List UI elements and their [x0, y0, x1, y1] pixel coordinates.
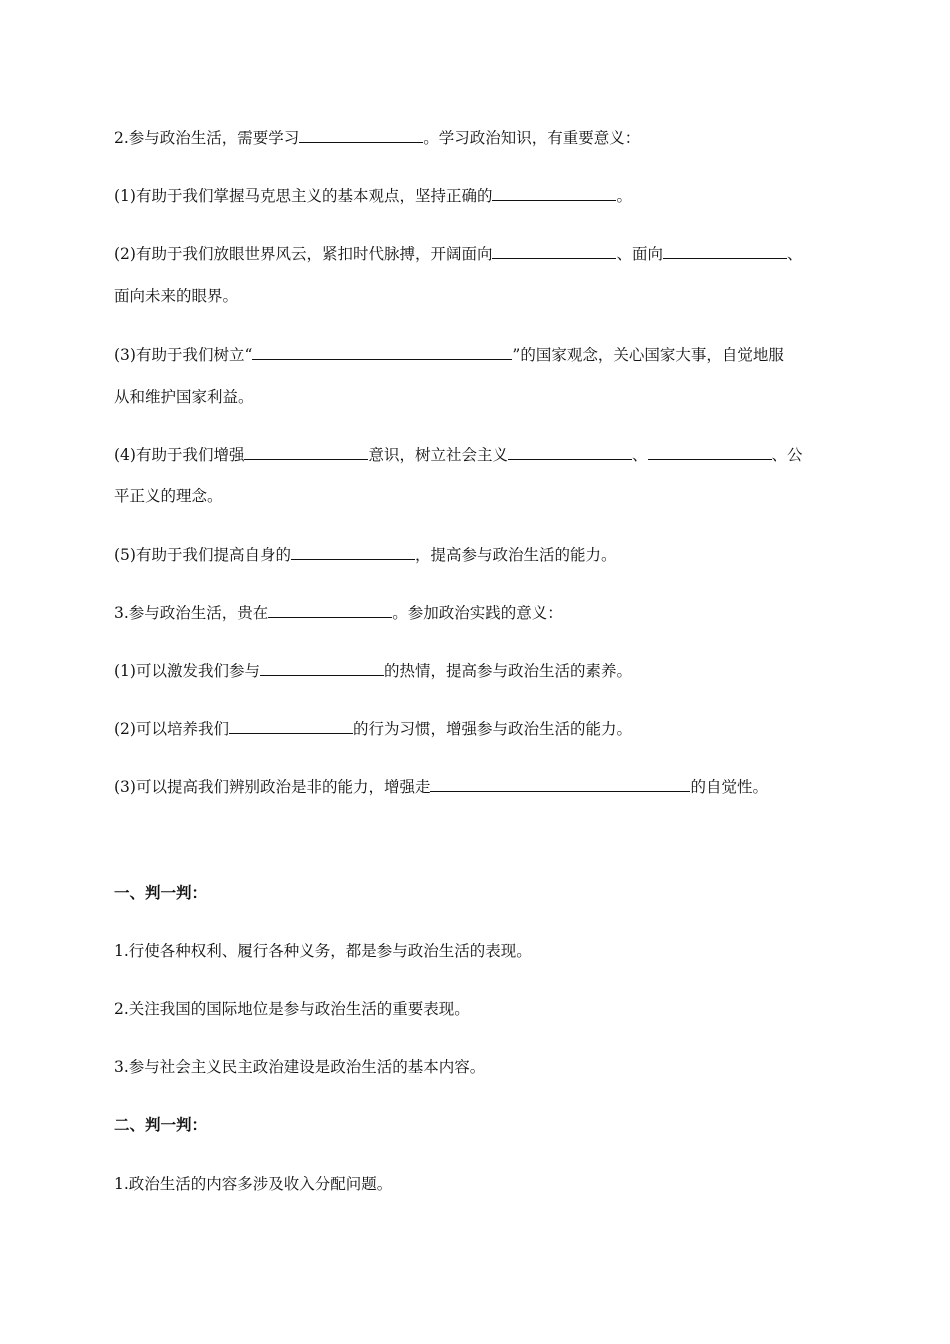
fill-blank[interactable]	[229, 719, 353, 734]
question-2-3	[114, 345, 784, 365]
question-3-3	[114, 777, 768, 797]
text: 意识，树立社会主义	[368, 446, 508, 464]
fill-blank[interactable]	[648, 445, 772, 460]
question-3-1	[114, 661, 632, 681]
text: 平正义的理念。	[114, 487, 223, 505]
text: 从和维护国家利益。	[114, 388, 254, 406]
question-2-5	[114, 545, 616, 565]
text: 。学习政治知识，有重要意义：	[423, 129, 641, 147]
text: 的热情，提高参与政治生活的素养。	[383, 662, 632, 680]
text: 、	[631, 446, 648, 464]
judge-item: 1.政治生活的内容多涉及收入分配问题。	[114, 1175, 393, 1193]
text: 、公	[771, 446, 803, 464]
text: 面向未来的眼界。	[114, 287, 239, 305]
text: 。参加政治实践的意义：	[392, 604, 563, 622]
text: ，提高参与政治生活的能力。	[414, 546, 617, 564]
text: 2.参与政治生活，需要学习	[114, 129, 300, 147]
text: (2)有助于我们放眼世界风云，紧扣时代脉搏，开阔面向	[114, 245, 493, 263]
fill-blank[interactable]	[268, 603, 392, 618]
fill-blank[interactable]	[252, 345, 512, 360]
judge-item: 3.参与社会主义民主政治建设是政治生活的基本内容。	[114, 1058, 486, 1076]
judge-item: 1.行使各种权利、履行各种义务，都是参与政治生活的表现。	[114, 942, 532, 960]
text: (3)有助于我们树立“	[114, 346, 253, 364]
text: 、	[786, 245, 803, 263]
question-2-4	[114, 445, 803, 465]
fill-blank[interactable]	[244, 445, 368, 460]
text: 3.参与政治生活，贵在	[114, 604, 269, 622]
section-heading-2: 二、判一判：	[114, 1115, 208, 1134]
question-2-2-cont	[114, 286, 238, 306]
question-2-4-cont	[114, 486, 223, 506]
question-3-2	[114, 719, 632, 739]
question-2-1	[114, 186, 632, 206]
judge-item: 2.关注我国的国际地位是参与政治生活的重要表现。	[114, 1000, 470, 1018]
fill-blank[interactable]	[430, 777, 690, 792]
fill-blank[interactable]	[299, 128, 423, 143]
fill-blank[interactable]	[663, 244, 787, 259]
text: (4)有助于我们增强	[114, 446, 245, 464]
fill-blank[interactable]	[492, 186, 616, 201]
text: ”的国家观念，关心国家大事，自觉地服	[512, 346, 784, 364]
text: 。	[616, 187, 632, 205]
text: (3)可以提高我们辨别政治是非的能力，增强走	[114, 778, 431, 796]
text: (1)有助于我们掌握马克思主义的基本观点，坚持正确的	[114, 187, 493, 205]
fill-blank[interactable]	[260, 661, 384, 676]
text: 、面向	[616, 245, 663, 263]
question-2-2	[114, 244, 803, 264]
text: (1)可以激发我们参与	[114, 662, 260, 680]
text: (5)有助于我们提高自身的	[114, 546, 291, 564]
text: 的自觉性。	[690, 778, 768, 796]
fill-blank[interactable]	[508, 445, 632, 460]
fill-blank[interactable]	[291, 545, 415, 560]
text: (2)可以培养我们	[114, 720, 229, 738]
section-heading-1: 一、判一判：	[114, 883, 208, 902]
question-3	[114, 603, 563, 623]
fill-blank[interactable]	[492, 244, 616, 259]
question-2-3-cont	[114, 387, 254, 407]
question-2	[114, 128, 640, 148]
text: 的行为习惯，增强参与政治生活的能力。	[352, 720, 632, 738]
